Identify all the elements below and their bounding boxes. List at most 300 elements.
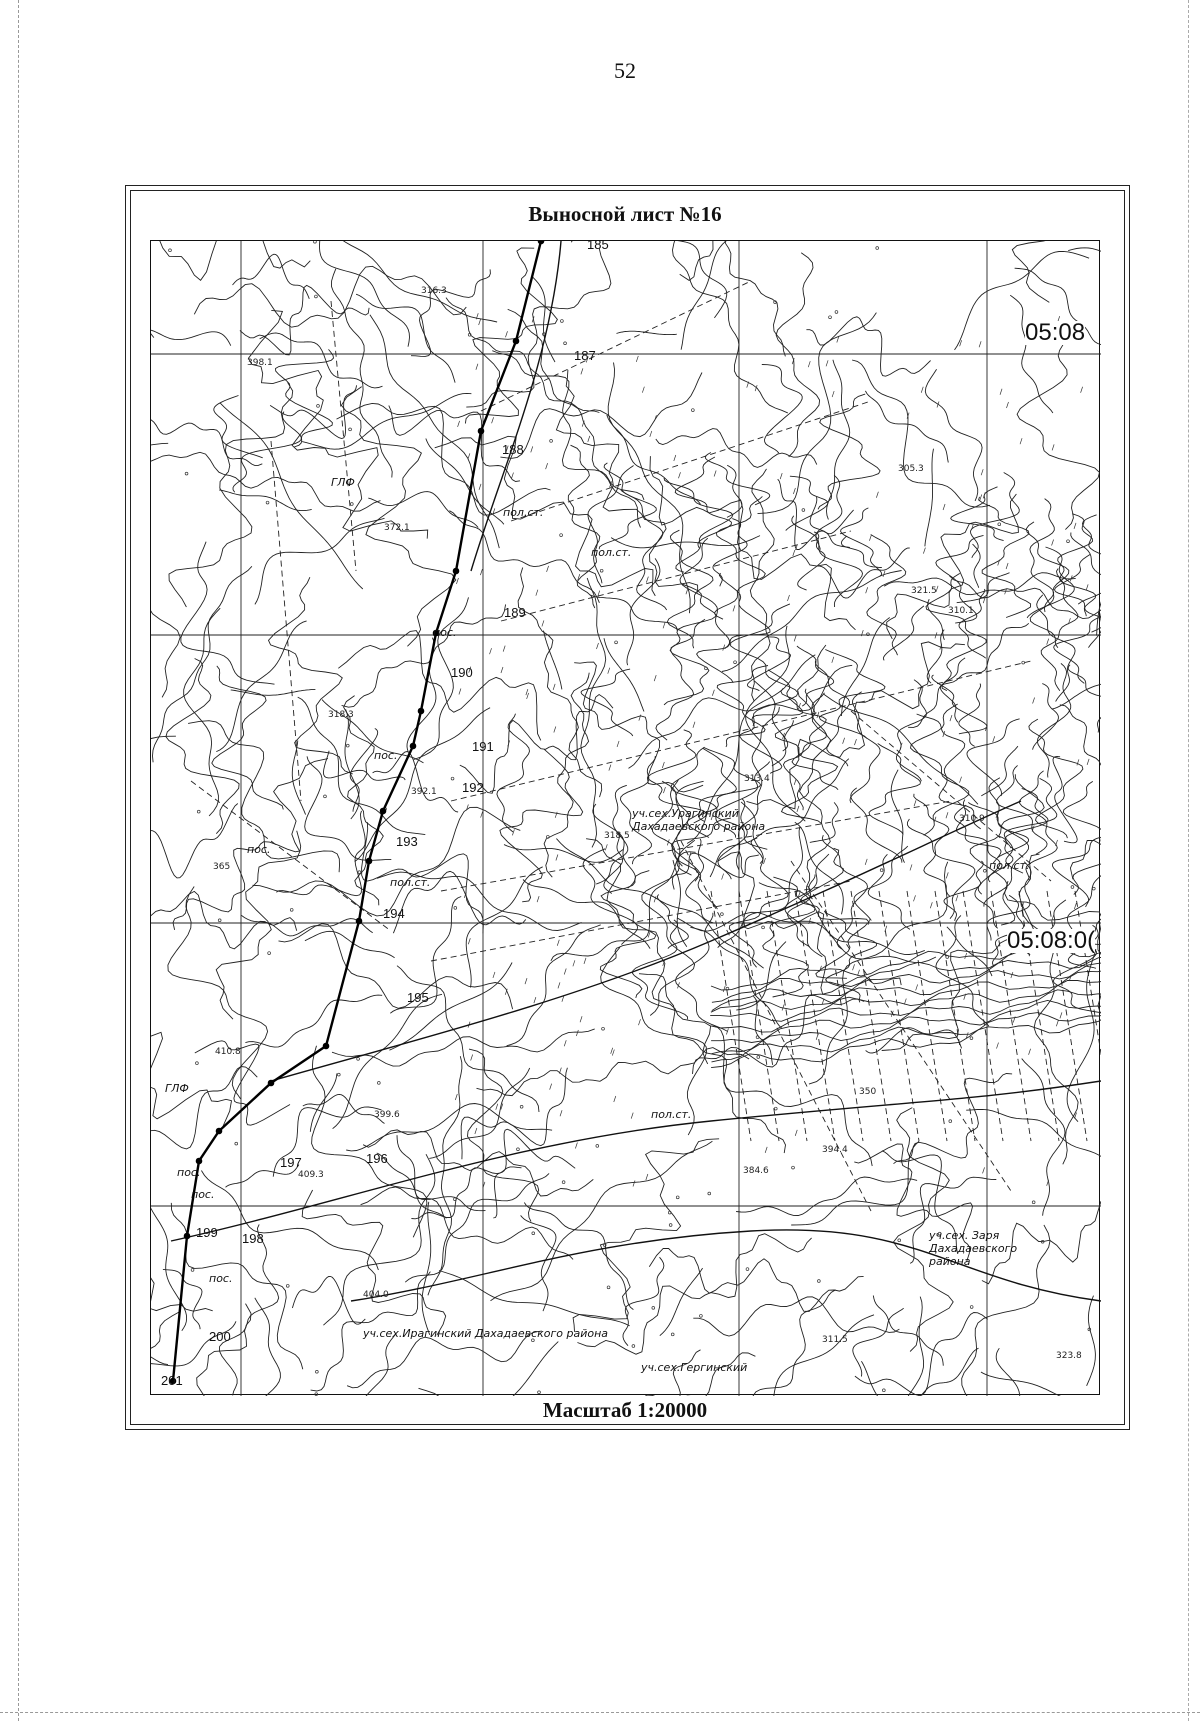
- contour-line: [711, 990, 1101, 1043]
- vegetation-mark: [876, 492, 878, 498]
- vegetation-mark: [377, 1081, 380, 1084]
- contour-line: [1022, 1059, 1065, 1216]
- vegetation-mark: [843, 738, 845, 744]
- vegetation-mark: [1086, 584, 1088, 590]
- vegetation-mark: [797, 806, 799, 812]
- contour-line: [171, 1203, 302, 1369]
- vegetation-mark: [960, 777, 962, 783]
- vegetation-mark: [971, 524, 973, 530]
- contour-line: [629, 665, 853, 768]
- vegetation-mark: [471, 1054, 473, 1060]
- vegetation-mark: [286, 1284, 289, 1287]
- scale-label: Масштаб 1:20000: [542, 1398, 708, 1422]
- vegetation-mark: [511, 473, 513, 479]
- label-pos-3: пос.: [247, 843, 271, 856]
- vegetation-mark: [454, 907, 457, 910]
- contour-line: [422, 1202, 431, 1335]
- kp-marker: [268, 1080, 275, 1087]
- contour-line: [363, 1334, 403, 1396]
- vegetation-mark: [602, 1027, 605, 1030]
- contour-line: [736, 942, 786, 1011]
- vegetation-mark: [268, 952, 271, 955]
- contour-line: [216, 621, 306, 752]
- contour-line: [151, 443, 168, 457]
- elevation-mark: 313.4: [744, 774, 770, 784]
- vegetation-mark: [458, 421, 460, 427]
- contour-line: [673, 241, 788, 413]
- scan-edge-bottom: [0, 1712, 1200, 1713]
- label-pos-1: пос.: [433, 626, 457, 639]
- elevation-mark: 372.1: [384, 523, 410, 533]
- sheet-title: Выносной лист №16: [528, 202, 722, 226]
- contour-line: [276, 349, 334, 447]
- vegetation-mark: [526, 689, 528, 695]
- contour-line: [1054, 615, 1101, 683]
- kp-marker: [478, 428, 485, 435]
- contour-line: [1070, 741, 1101, 880]
- vegetation-mark: [542, 620, 544, 626]
- contour-line: [680, 538, 730, 649]
- contour-line: [1029, 719, 1083, 838]
- contour-line: [195, 1041, 290, 1125]
- contour-line: [276, 811, 365, 896]
- vegetation-mark: [337, 1073, 340, 1076]
- vegetation-mark: [520, 1105, 523, 1108]
- vegetation-mark: [998, 523, 1001, 526]
- vegetation-mark: [479, 319, 481, 325]
- label-pol-st-4: пол.ст.: [989, 859, 1030, 872]
- vegetation-mark: [455, 1094, 457, 1100]
- contour-line: [397, 1135, 486, 1211]
- contour-line: [151, 891, 297, 949]
- contour-line: [788, 875, 816, 947]
- boundary-line: [501, 531, 851, 621]
- vegetation-mark: [547, 566, 549, 572]
- scan-edge-left: [18, 0, 19, 1721]
- contour-line: [944, 861, 983, 921]
- label-plot-zarya: уч.сех. Заря Дахадаевского района: [929, 1229, 1018, 1268]
- contour-line: [565, 1353, 756, 1396]
- contour-line: [925, 449, 934, 547]
- vegetation-mark: [970, 1306, 973, 1309]
- vegetation-mark: [560, 320, 563, 323]
- contour-line: [604, 638, 644, 711]
- contour-line: [518, 568, 602, 798]
- vegetation-mark: [1087, 759, 1089, 765]
- grid-code-lower: 05:08:0(: [1007, 927, 1096, 954]
- contour-line: [959, 589, 986, 658]
- vegetation-mark: [794, 779, 796, 785]
- vegetation-mark: [550, 1084, 552, 1090]
- vegetation-mark: [693, 722, 695, 728]
- vegetation-mark: [663, 622, 665, 628]
- contour-line: [664, 478, 733, 572]
- vegetation-mark: [793, 550, 795, 556]
- vegetation-mark: [996, 1043, 998, 1049]
- vegetation-mark: [479, 484, 481, 490]
- vegetation-mark: [835, 311, 838, 314]
- vegetation-mark: [617, 741, 619, 747]
- vegetation-mark: [880, 869, 883, 872]
- vegetation-mark: [527, 693, 529, 699]
- vegetation-mark: [480, 569, 482, 575]
- contour-line: [350, 729, 378, 812]
- vegetation-mark: [817, 1280, 820, 1283]
- label-pos-6: пос.: [209, 1272, 233, 1285]
- vegetation-mark: [493, 972, 495, 978]
- contour-line: [649, 1248, 863, 1311]
- vegetation-mark: [832, 657, 834, 663]
- contour-line: [332, 269, 393, 478]
- vegetation-mark: [512, 829, 514, 835]
- contour-line: [248, 310, 427, 538]
- contour-line: [979, 497, 1031, 618]
- contour-line: [169, 382, 293, 607]
- vegetation-mark: [762, 926, 765, 929]
- vegetation-mark: [654, 675, 656, 681]
- vegetation-mark: [1029, 1049, 1031, 1055]
- vegetation-mark: [459, 688, 461, 694]
- kp-marker: [366, 858, 373, 865]
- boundary-line: [851, 711, 1051, 881]
- road: [471, 241, 561, 571]
- vegetation-mark: [646, 1174, 648, 1180]
- vegetation-mark: [642, 387, 644, 393]
- vegetation-mark: [324, 795, 327, 798]
- contour-line: [656, 429, 817, 468]
- vegetation-mark: [235, 1142, 238, 1145]
- contour-line: [435, 436, 656, 596]
- vegetation-mark: [197, 810, 200, 813]
- vegetation-mark: [608, 668, 610, 674]
- vegetation-mark: [588, 436, 590, 442]
- contour-line: [253, 807, 521, 916]
- vegetation-mark: [1067, 540, 1070, 543]
- contour-line: [766, 1315, 874, 1396]
- elevation-mark: 409.3: [298, 1170, 324, 1180]
- contour-line: [798, 645, 831, 899]
- contour-line: [298, 697, 426, 835]
- contour-line: [1097, 461, 1101, 635]
- vegetation-mark: [652, 1306, 655, 1309]
- vegetation-mark: [946, 872, 948, 878]
- vegetation-mark: [584, 958, 586, 964]
- vegetation-mark: [564, 342, 567, 345]
- vegetation-mark: [723, 986, 725, 992]
- contour-line: [896, 680, 926, 782]
- contour-line: [791, 1141, 919, 1225]
- vegetation-mark: [346, 744, 349, 747]
- elevation-mark: 316.3: [421, 286, 447, 296]
- vegetation-mark: [490, 648, 492, 654]
- contour-line: [168, 887, 268, 1099]
- kp-197: 197: [280, 1155, 302, 1170]
- label-plot-gerginsky: уч.сех.Гергинский: [641, 1361, 748, 1374]
- contour-line: [936, 915, 989, 1026]
- contour-line: [712, 1001, 1101, 1054]
- vegetation-mark: [802, 509, 805, 512]
- vegetation-mark: [196, 1062, 199, 1065]
- elevation-mark: 318.5: [604, 831, 630, 841]
- kp-marker: [418, 708, 425, 715]
- vegetation-mark: [720, 913, 723, 916]
- vegetation-mark: [633, 1180, 635, 1186]
- contour-line: [639, 974, 786, 1153]
- contour-line: [439, 1271, 630, 1326]
- label-plot-uraginsky-1: уч.сех.Урагинский Дахадаевского района: [632, 807, 766, 833]
- kp-marker: [410, 743, 417, 750]
- contour-line: [292, 741, 305, 815]
- contour-line: [419, 1388, 515, 1396]
- contour-line: [1012, 241, 1094, 302]
- vegetation-mark: [191, 1269, 194, 1272]
- contour-line: [1078, 515, 1101, 604]
- contour-line: [1027, 547, 1074, 618]
- contour-line: [798, 532, 825, 590]
- contour-line: [841, 618, 889, 717]
- vegetation-mark: [218, 919, 221, 922]
- vegetation-mark: [553, 684, 555, 690]
- contour-line: [941, 658, 966, 722]
- boundary-line: [481, 281, 751, 411]
- vegetation-mark: [612, 1050, 614, 1056]
- vegetation-mark: [517, 1148, 520, 1151]
- vegetation-mark: [475, 1128, 477, 1134]
- elevation-mark: 394.4: [822, 1145, 848, 1155]
- vegetation-mark: [726, 1029, 728, 1035]
- vegetation-mark: [699, 1314, 702, 1317]
- contour-line: [660, 1268, 703, 1336]
- contour-line: [841, 536, 881, 567]
- contour-line: [500, 373, 702, 459]
- elevation-mark: 321.5: [911, 586, 937, 596]
- vegetation-mark: [734, 661, 737, 664]
- vegetation-mark: [534, 997, 536, 1003]
- contour-line: [642, 840, 695, 1015]
- page-number: 52: [614, 58, 636, 83]
- label-pos-2: пос.: [374, 749, 398, 762]
- contour-line: [245, 995, 382, 1047]
- contour-line: [722, 571, 902, 672]
- vegetation-mark: [501, 667, 503, 673]
- contour-line: [601, 947, 707, 1135]
- vegetation-mark: [794, 635, 796, 641]
- contour-line: [735, 1290, 836, 1396]
- scan-edge-right: [1188, 0, 1189, 1721]
- label-glf-1: ГЛФ: [331, 476, 355, 489]
- vegetation-mark: [556, 854, 558, 860]
- contour-line: [345, 709, 359, 819]
- vegetation-mark: [607, 1286, 610, 1289]
- vegetation-mark: [943, 504, 945, 510]
- vegetation-mark: [503, 646, 505, 652]
- vegetation-mark: [714, 470, 716, 476]
- vegetation-mark: [468, 938, 470, 944]
- vegetation-mark: [532, 1232, 535, 1235]
- vegetation-mark: [793, 488, 795, 494]
- contour-line: [710, 981, 1101, 1033]
- contour-line: [981, 1372, 1072, 1396]
- contour-line: [693, 1297, 899, 1336]
- elevation-mark: 310.9: [959, 814, 985, 824]
- vegetation-mark: [554, 727, 556, 733]
- contour-line: [426, 439, 504, 525]
- label-plot-iraginsky: уч.сех.Ирагинский Дахадаевского района: [363, 1327, 609, 1340]
- vegetation-mark: [970, 1037, 973, 1040]
- contour-line: [577, 1234, 811, 1355]
- vegetation-mark: [817, 712, 819, 718]
- vegetation-mark: [865, 859, 867, 865]
- kp-marker: [323, 1043, 330, 1050]
- vegetation-mark: [832, 391, 834, 397]
- vegetation-mark: [866, 587, 868, 593]
- vegetation-mark: [614, 1096, 616, 1102]
- contour-line: [697, 573, 770, 683]
- elevation-mark: 311.5: [822, 1335, 848, 1345]
- vegetation-mark: [615, 641, 618, 644]
- contour-line: [1053, 837, 1102, 907]
- contour-line: [151, 736, 176, 925]
- contour-line: [816, 475, 842, 549]
- contour-line: [310, 1073, 337, 1131]
- vegetation-mark: [1060, 1012, 1062, 1018]
- vegetation-mark: [646, 577, 648, 583]
- vegetation-mark: [451, 777, 454, 780]
- contour-line: [667, 530, 713, 648]
- boundary-line: [331, 301, 356, 571]
- contour-line: [1068, 248, 1101, 299]
- vegetation-mark: [979, 341, 981, 347]
- kp-195: 195: [407, 990, 429, 1005]
- vegetation-mark: [763, 858, 765, 864]
- contour-line: [806, 317, 930, 376]
- contour-line: [532, 277, 555, 363]
- vegetation-mark: [808, 361, 810, 367]
- roads: [171, 241, 1101, 1301]
- vegetation-mark: [921, 387, 923, 393]
- contour-line: [361, 1187, 573, 1259]
- vegetation-mark: [930, 902, 932, 908]
- vegetation-mark: [290, 908, 293, 911]
- elevation-mark: 398.1: [247, 358, 273, 368]
- kp-marker: [196, 1158, 203, 1165]
- contour-line: [966, 1109, 1101, 1167]
- vegetation-mark: [531, 446, 533, 452]
- label-pol-st-1: пол.ст.: [503, 506, 544, 519]
- vegetation-mark: [981, 469, 983, 475]
- vegetation-mark: [609, 765, 611, 771]
- vegetation-mark: [765, 1147, 767, 1153]
- contour-line: [852, 360, 990, 507]
- contour-line: [902, 1297, 935, 1396]
- contour-line: [581, 669, 633, 736]
- boundary-line: [431, 881, 851, 961]
- kp-189: 189: [504, 605, 526, 620]
- vegetation-mark: [780, 473, 782, 479]
- vegetation-mark: [676, 1196, 679, 1199]
- contour-line: [865, 391, 948, 463]
- contour-line: [1068, 665, 1101, 733]
- boundary-line: [681, 841, 871, 1211]
- vegetation-mark: [1006, 402, 1008, 408]
- kp-marker: [538, 241, 545, 244]
- contour-line: [320, 241, 410, 347]
- road: [171, 1081, 1101, 1241]
- vegetation-mark: [546, 463, 548, 469]
- vegetation-mark: [605, 844, 607, 850]
- vegetation-mark: [557, 940, 559, 946]
- vegetation-mark: [317, 404, 320, 407]
- contour-line: [914, 794, 950, 897]
- vegetation-mark: [946, 812, 948, 818]
- vegetation-mark: [1006, 563, 1008, 569]
- elevation-mark: 323.8: [1056, 1351, 1082, 1361]
- vegetation-mark: [315, 1370, 318, 1373]
- vegetation-mark: [468, 453, 470, 459]
- vegetation-mark: [550, 440, 553, 443]
- vegetation-mark: [1032, 1201, 1035, 1204]
- vegetation-mark: [358, 871, 361, 874]
- contour-line: [312, 1046, 427, 1238]
- kp-200: 200: [209, 1329, 231, 1344]
- label-pol-st-3: пол.ст.: [390, 876, 431, 889]
- vegetation-mark: [669, 1224, 672, 1227]
- vegetation-mark: [169, 249, 172, 252]
- contour-line: [219, 490, 312, 511]
- vegetation-mark: [636, 356, 638, 362]
- contour-line: [524, 1203, 633, 1310]
- vegetation-mark: [632, 1345, 635, 1348]
- kp-187: 187: [574, 348, 596, 363]
- contour-line: [633, 241, 727, 318]
- vegetation-mark: [476, 364, 478, 370]
- contour-line: [151, 424, 180, 698]
- vegetation-mark: [1074, 903, 1076, 909]
- kp-193: 193: [396, 834, 418, 849]
- contour-line: [242, 1298, 281, 1396]
- contour-line: [586, 839, 711, 1064]
- contour-line: [214, 396, 263, 458]
- vegetation-mark: [456, 578, 458, 584]
- contour-line: [341, 387, 455, 647]
- vegetation-mark: [746, 1268, 749, 1271]
- contour-line: [181, 542, 275, 685]
- elevation-mark: 399.6: [374, 1110, 400, 1120]
- vegetation-mark: [923, 548, 925, 554]
- vegetation-mark: [505, 331, 507, 337]
- contour-line: [216, 759, 328, 1020]
- contour-line: [758, 313, 877, 514]
- label-pol-st-5: пол.ст.: [651, 1108, 692, 1121]
- kp-marker: [380, 808, 387, 815]
- elevation-mark: 318.3: [328, 710, 354, 720]
- vegetation-mark: [983, 869, 986, 872]
- contour-line: [429, 1068, 529, 1158]
- vegetation-mark: [596, 643, 598, 649]
- contour-line: [1087, 1296, 1096, 1386]
- vegetation-mark: [600, 569, 603, 572]
- contour-line: [776, 253, 820, 457]
- vegetation-mark: [1020, 438, 1022, 444]
- vegetation-mark: [560, 1110, 562, 1116]
- vegetation-mark: [266, 501, 269, 504]
- vegetation-mark: [1074, 523, 1076, 529]
- vegetation-mark: [826, 360, 828, 366]
- contour-line: [894, 1074, 1013, 1164]
- contour-line: [220, 403, 363, 589]
- contour-line: [507, 925, 601, 1046]
- vegetation-mark: [983, 1167, 985, 1173]
